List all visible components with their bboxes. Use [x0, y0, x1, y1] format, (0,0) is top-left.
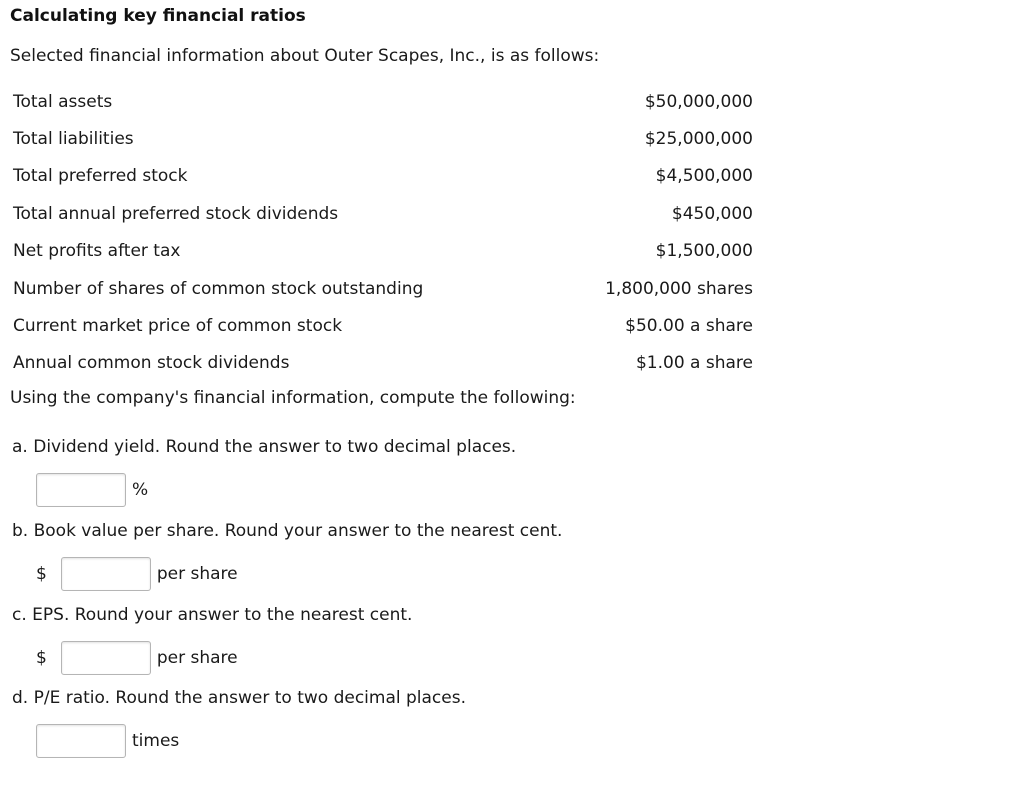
question-c: c. EPS. Round your answer to the nearest cent. [12, 605, 413, 625]
row-label: Number of shares of common stock outstanding [13, 278, 424, 299]
times-suffix: times [132, 731, 180, 751]
row-value: $1,500,000 [655, 241, 753, 262]
answer-row-d [36, 724, 179, 758]
table-row [13, 233, 753, 270]
table-row [13, 195, 753, 232]
table-row [13, 120, 753, 157]
per-share-suffix: per share [156, 648, 238, 668]
row-value: $50,000,000 [644, 91, 753, 112]
percent-suffix: % [132, 480, 149, 500]
page-title: Calculating key financial ratios [10, 6, 306, 26]
question-a: a. Dividend yield. Round the answer to two decimal places. [12, 437, 517, 457]
row-value: $450,000 [671, 203, 753, 224]
intro-text: Selected financial information about Outer Scapes, Inc., is as follows: [10, 46, 600, 66]
answer-row-c [36, 641, 238, 675]
dollar-prefix: $ [36, 564, 47, 584]
eps-input[interactable] [61, 641, 151, 675]
question-b: b. Book value per share. Round your answer to the nearest cent. [12, 521, 563, 541]
dollar-prefix: $ [36, 648, 47, 668]
per-share-suffix: per share [156, 564, 238, 584]
answer-row-a [36, 473, 148, 507]
question-d: d. P/E ratio. Round the answer to two decimal places. [12, 688, 466, 708]
table-row [13, 345, 753, 382]
table-row [13, 83, 753, 120]
row-label: Annual common stock dividends [13, 353, 290, 374]
financial-info-table [13, 83, 753, 382]
table-row [13, 307, 753, 344]
row-value: $4,500,000 [655, 166, 753, 187]
row-value: $50.00 a share [625, 316, 753, 337]
pe-ratio-input[interactable] [36, 724, 126, 758]
table-row [13, 158, 753, 195]
table-row [13, 270, 753, 307]
row-value: $1.00 a share [635, 353, 753, 374]
row-label: Total preferred stock [13, 166, 188, 187]
answer-row-b [36, 557, 238, 591]
dividend-yield-input[interactable] [36, 473, 126, 507]
compute-prompt: Using the company's financial information, compute the following: [10, 388, 576, 408]
row-label: Total annual preferred stock dividends [13, 203, 339, 224]
row-label: Total assets [13, 91, 113, 112]
row-value: 1,800,000 shares [605, 278, 753, 299]
row-label: Current market price of common stock [13, 316, 343, 337]
row-label: Net profits after tax [13, 241, 181, 262]
row-label: Total liabilities [13, 129, 134, 150]
book-value-input[interactable] [61, 557, 151, 591]
row-value: $25,000,000 [644, 129, 753, 150]
